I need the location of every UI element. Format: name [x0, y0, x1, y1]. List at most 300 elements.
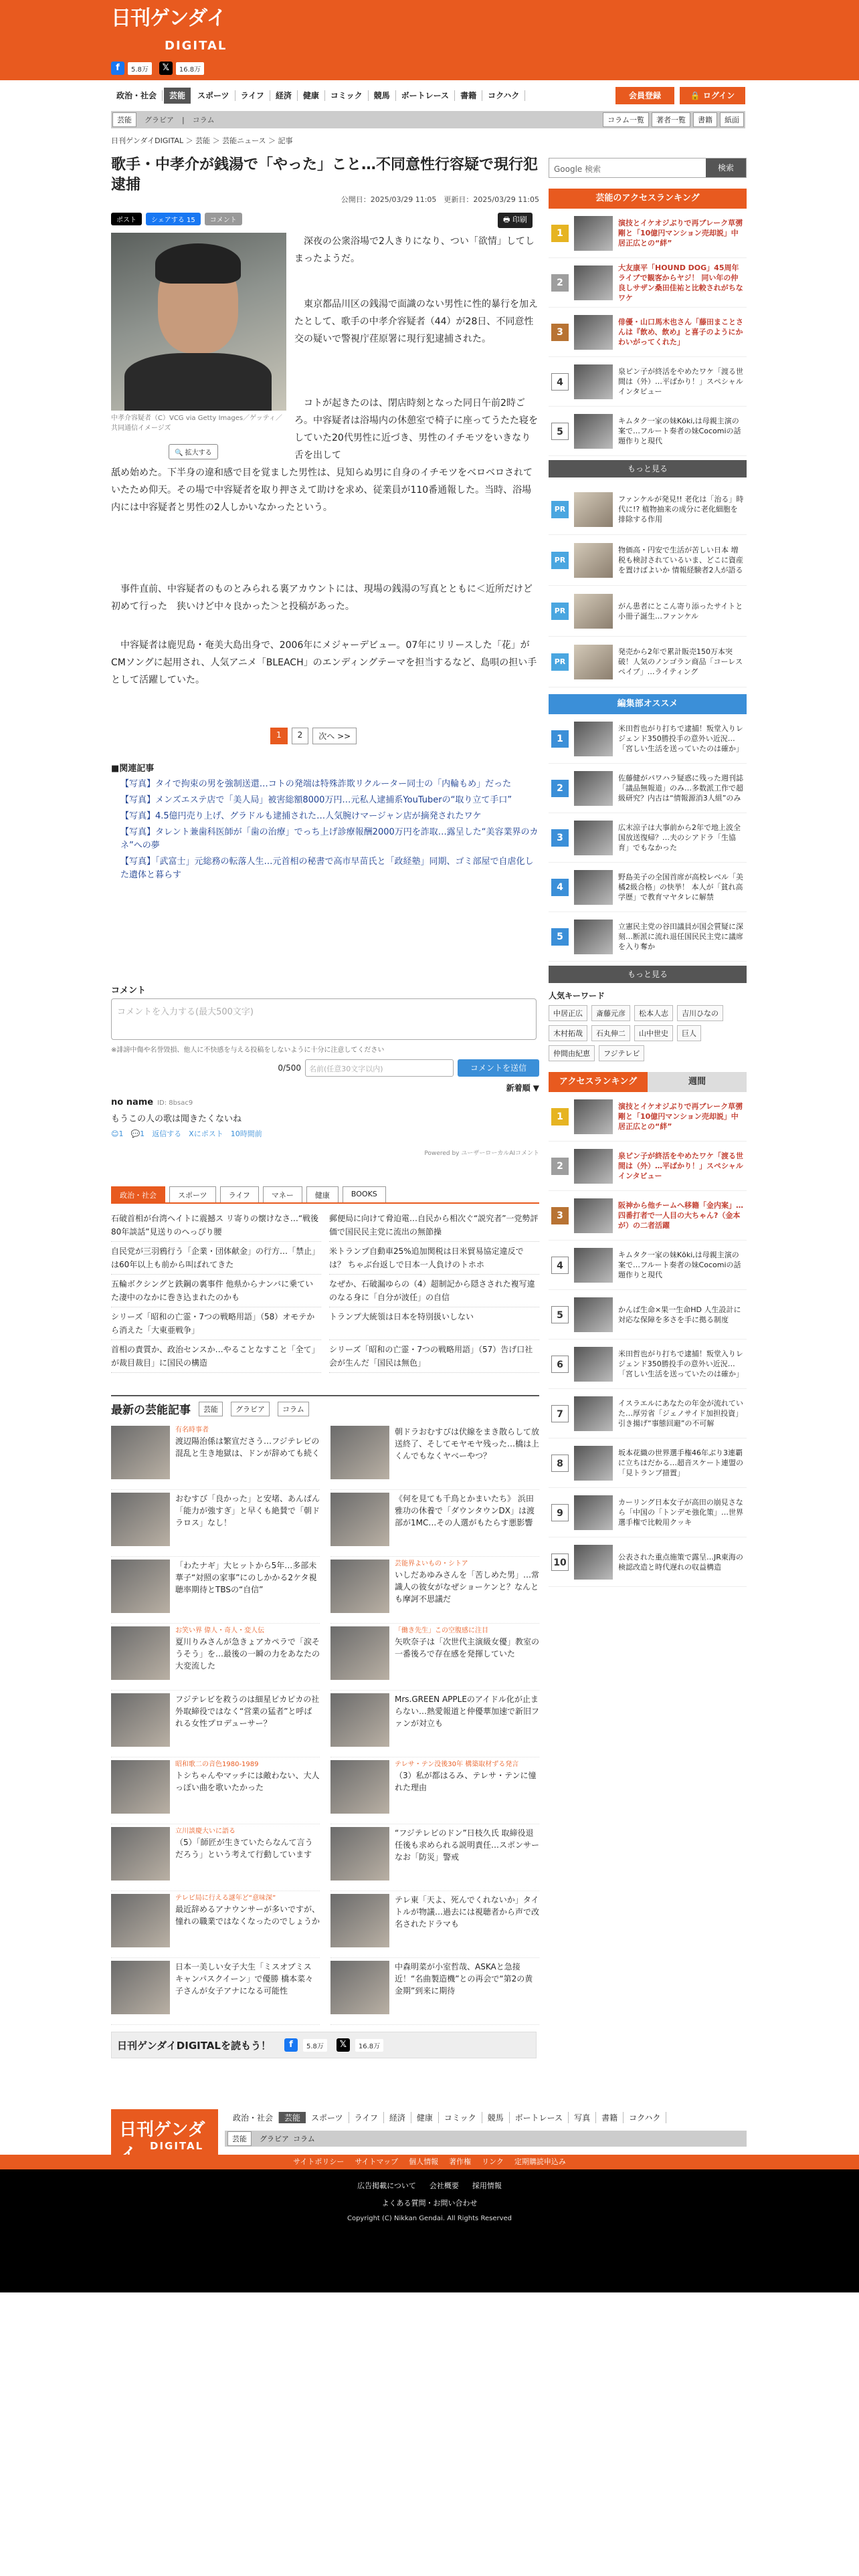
access-item[interactable]	[549, 1339, 747, 1389]
rank-thumbnail	[574, 315, 613, 350]
comments-section	[111, 983, 539, 1157]
article-card[interactable]	[330, 1894, 539, 1958]
comment-notice: ※誹謗中傷や名誉毀損、他人に不快感を与える投稿をしないように十分に注意してください	[111, 1047, 385, 1054]
footer-nav-item-active[interactable]: 芸能	[279, 2112, 306, 2123]
footer-logo[interactable]	[111, 2109, 218, 2160]
rank-number: 6	[551, 1356, 569, 1373]
pr-text: ファンケルが発見!! 老化は「治る」時代に!? 植物抽来の成分に老化細胞を排除する作用	[618, 495, 744, 524]
pr-item[interactable]	[549, 484, 747, 535]
page-1[interactable]: 1	[270, 728, 288, 744]
keyword-tag[interactable]: 斎藤元彦	[591, 1005, 630, 1021]
rank-number: 4	[551, 1257, 569, 1274]
rank-thumbnail	[574, 414, 613, 449]
spacer	[549, 687, 747, 694]
card-tag: 「働き先生」この空腹感に注目	[395, 1627, 488, 1634]
ranking-item[interactable]	[549, 357, 747, 407]
facebook-icon[interactable]: f	[111, 62, 124, 75]
keyword-tag[interactable]: フジテレビ	[599, 1045, 644, 1061]
char-count: 0/500	[278, 1063, 301, 1073]
ranking-item[interactable]	[549, 258, 747, 308]
footer-logo-text: 日刊ゲンダ	[119, 2120, 205, 2140]
news-item[interactable]: シリーズ「昭和の亡霊・7つの戦略用語」（58）オモテから消えた「大東亜戦争」	[111, 1307, 321, 1340]
card-title: テレ東「天よ、死んでくれないか」タイトルが物議…過去には視聴者から声で改名されたドラマも	[395, 1895, 540, 1929]
editor-item[interactable]	[549, 813, 747, 863]
footer-nav-item[interactable]: コクハク	[624, 2112, 666, 2123]
subnav-item[interactable]: グラビア	[145, 116, 174, 124]
pr-text: がん患者にとこん寄り添ったサイトと小冊子誕生…ファンケル	[618, 601, 743, 621]
article-card[interactable]	[330, 1560, 539, 1624]
comment-button[interactable]: コメント	[205, 213, 242, 225]
access-text: 演技とイケオジぶりで再ブレーク草彅剛と「10億円マンション売却説」中居正広との“絆”	[618, 1102, 743, 1131]
card-thumbnail	[330, 1493, 389, 1546]
nav-item[interactable]: ボートレース	[396, 90, 455, 101]
pr-thumbnail	[574, 645, 613, 679]
keyword-tag[interactable]: 巨人	[677, 1025, 701, 1041]
footer-nav-item[interactable]: コミック	[439, 2112, 482, 2123]
card-title: 《何を見ても千鳥とかまいたち》 浜田雅功の休養で「ダウンタウンDX」は渡部が1MC…その人選がもたらす悪影響	[395, 1494, 535, 1527]
rank-thumbnail	[574, 216, 613, 251]
faq-link[interactable]: よくある質問・お問い合わせ	[381, 2199, 478, 2208]
news-list	[111, 1209, 539, 1373]
rank-number: 3	[551, 1207, 569, 1224]
rank-number: 7	[551, 1405, 569, 1422]
access-item[interactable]	[549, 1142, 747, 1191]
access-tab-weekly[interactable]: 週間	[648, 1072, 747, 1092]
access-text: かんば生命×果一生命HD 人生設計に対応な保障を多さを手に拠る制度	[618, 1305, 741, 1324]
subnav-right-chip[interactable]: コラム一覧	[603, 112, 649, 127]
print-label: 印刷	[512, 215, 527, 224]
tab[interactable]: ライフ	[220, 1186, 259, 1204]
card-thumbnail	[111, 1560, 170, 1613]
comment-author-name: no name	[111, 1097, 154, 1107]
footer-nav-item[interactable]: ライフ	[349, 2112, 384, 2123]
article-paragraph: 事件直前、中容疑者のものとみられる裏アカウントには、現場の銭湯の写真とともに＜近所だけど初めて行った 狭いけど中々良かった＞と投稿があった。	[111, 584, 533, 612]
rank-number: 10	[551, 1553, 569, 1571]
footer-company-link[interactable]: 広告掲載について	[357, 2181, 416, 2190]
editor-header: 編集部オススメ	[549, 694, 747, 714]
article-card[interactable]	[111, 1560, 320, 1624]
sub-nav	[111, 111, 745, 128]
footer-company-links	[0, 2180, 859, 2191]
comment-id: ID: 8bsac9	[157, 1099, 193, 1107]
nav-item[interactable]: 経済	[270, 90, 298, 101]
pr-badge: PR	[551, 603, 569, 620]
article-card[interactable]	[111, 1894, 320, 1958]
access-thumbnail	[574, 1446, 613, 1481]
related-link[interactable]: 【写真】タレント兼歯科医師が「歯の治療」でっち上げ診療報酬2000万円を詐取…露呈した“美容業界のカネ”への夢	[120, 827, 539, 851]
card-title: 日本一美しい女子大生「ミスオブミス キャンパスクイーン」で優勝 橋本菜々子さんが女子アナになる可能性	[175, 1962, 314, 1996]
card-title: 渡辺陽治係は繁宣ださう…フジテレビの混乱と生き地獄は、ドンが辞めても続く	[175, 1436, 320, 1458]
access-thumbnail	[574, 1149, 613, 1184]
footer-subnav-item[interactable]: コラム	[293, 2135, 315, 2143]
editor-text: 佐藤健がパワハラ疑惑に残った週刊誌「議品無報道」のみ…多数派工作で超級研究？内古は“情報源消3人組”のみ	[618, 774, 743, 802]
news-item[interactable]: 自民党が三羽鴉行う「企業・団体献金」の行方…「禁止」は60年以上も前から叫ばれてきた	[111, 1242, 321, 1275]
card-title: おむすび「良かった」と安堵、あんぱん「能力が強すぎ」と早くも絶賛で「朝ドラロス」なし！	[175, 1494, 320, 1527]
access-text: 泉ピン子が終活をやめたワケ「渡る世間は（外）…平ばかり！」スペシャルインタビュー	[618, 1152, 743, 1180]
latest-chip[interactable]: グラビア	[231, 1402, 270, 1416]
logo-text: 日刊ゲンダイ	[111, 7, 226, 30]
comment-submit-row	[111, 1059, 539, 1077]
footer-subnav-item[interactable]: グラビア	[260, 2135, 289, 2143]
card-tag: お笑い界 偉人・奇人・変人伝	[175, 1627, 265, 1634]
editor-item[interactable]	[549, 912, 747, 962]
pr-badge: PR	[551, 552, 569, 569]
latest-chip[interactable]: 芸能	[199, 1402, 223, 1416]
nav-item[interactable]: ライフ	[235, 90, 270, 101]
next-page-button[interactable]: 次へ >>	[312, 728, 357, 744]
print-button[interactable]: 🖶 印刷	[498, 213, 533, 228]
card-title: 中森明菜が小室哲哉、ASKAと急接近！“名曲製造機”との再会で“第2の黄金期”到来に期待	[395, 1962, 533, 1996]
category-tabs	[111, 1186, 386, 1204]
more-button[interactable]: もっと見る	[549, 460, 747, 477]
rank-number: 9	[551, 1504, 569, 1521]
pr-text: 物価高・円安で生活が苦しい日本 増税も検討されているいま、どこに資産を置けばよいか 情報経験者2人が語る	[618, 546, 743, 574]
card-title: Mrs.GREEN APPLEのアイドル化が止まらない…熱愛報道と仲優華加速で新旧ファンが対立も	[395, 1695, 540, 1728]
article-paragraph: コトが起きたのは、閉店時刻となった同日午前2時ごろ。中容疑者は浴場内の休憩室で椅子に座ってうたた寝をしていた20代男性に近づき、男性のイチモツをいきなり舌を出して	[294, 398, 538, 461]
latest-chip[interactable]: コラム	[278, 1402, 309, 1416]
footer-link[interactable]: リンク	[482, 2157, 504, 2166]
latest-title: 最新の芸能記事	[111, 1404, 191, 1417]
nav-item[interactable]: 書籍	[455, 90, 482, 101]
access-item[interactable]	[549, 1290, 747, 1339]
pr-thumbnail	[574, 594, 613, 629]
header-social	[111, 62, 208, 75]
rank-number: 1	[551, 225, 569, 242]
access-item[interactable]	[549, 1191, 747, 1241]
article-card[interactable]	[330, 1493, 539, 1557]
rank-number: 5	[551, 423, 569, 440]
rank-text: 俳優・山口馬木也さん「藤田まことさんは『飲め、飲め』と喜子のようにかわいがってくれた」	[618, 318, 743, 346]
footer-logo-subtext: DIGITAL	[150, 2140, 204, 2152]
register-button[interactable]: 会員登録	[615, 87, 674, 104]
rank-number: 5	[551, 928, 569, 946]
x-count: 16.8万	[176, 62, 204, 75]
article-card[interactable]	[330, 1760, 539, 1824]
footer-company-link[interactable]: 会社概要	[429, 2181, 459, 2190]
article-card[interactable]	[330, 1827, 539, 1891]
footer-nav-item[interactable]: 経済	[384, 2112, 411, 2123]
rank-thumbnail	[574, 364, 613, 399]
keyword-list	[549, 1005, 747, 1061]
related-link[interactable]: 【写真】4.5億円売り上げ、グラドルも逮捕された…人気腕けマージャン店が摘発されたワケ	[120, 811, 482, 821]
editor-thumbnail	[574, 870, 613, 905]
card-thumbnail	[111, 1827, 170, 1881]
editor-thumbnail	[574, 771, 613, 806]
keyword-tag[interactable]: 松本人志	[634, 1005, 673, 1021]
access-tab-active[interactable]: アクセスランキング	[549, 1072, 648, 1092]
search-input[interactable]: Google 検索	[554, 165, 601, 174]
rank-number: 3	[551, 324, 569, 341]
news-item[interactable]: トランプ大統領は日本を特別扱いしない	[329, 1307, 539, 1340]
rank-number: 3	[551, 829, 569, 847]
rank-thumbnail	[574, 265, 613, 300]
editor-thumbnail	[574, 821, 613, 855]
article-card[interactable]	[111, 1626, 320, 1691]
comment-actions[interactable]: 😊1 💬1 返信する Xにポスト 10時間前	[111, 1130, 262, 1138]
card-title: 朝ドラおむすびは伏線をまき散らして放送終了、そしてモヤモヤ残った…橋は上くんでもなくヤベーやつ？	[395, 1427, 540, 1461]
pr-thumbnail	[574, 492, 613, 527]
subnav-right-chip[interactable]: 書籍	[693, 112, 717, 127]
breadcrumb[interactable]: 日刊ゲンダイDIGITAL ＞ 芸能 ＞ 芸能ニュース ＞ 記事	[111, 136, 293, 145]
keyword-tag[interactable]: 山中世史	[634, 1025, 673, 1041]
facebook-share-button[interactable]: シェアする 15	[146, 213, 201, 225]
access-thumbnail	[574, 1198, 613, 1233]
article-card[interactable]	[111, 1961, 320, 2025]
rank-number: 8	[551, 1455, 569, 1472]
related-heading: ■関連記事	[111, 764, 155, 774]
nav-item[interactable]: 競馬	[369, 90, 396, 101]
article-title: 歌手・中孝介が銭湯で「やった」こと…不同意性行容疑で現行犯逮捕	[111, 156, 539, 193]
footer-links	[0, 2155, 859, 2169]
access-item[interactable]	[549, 1241, 747, 1290]
card-thumbnail	[111, 1894, 170, 1947]
access-thumbnail	[574, 1545, 613, 1580]
sidebar-ranking	[549, 189, 747, 1587]
x-post-button[interactable]: ポスト	[111, 213, 142, 225]
card-title: いしだあゆみさんを「苦しめた男」…常識人の彼女がなぜショーケンと？なんとも摩訶不思議だ	[395, 1570, 540, 1604]
tab[interactable]: マネー	[263, 1186, 302, 1204]
keyword-tag[interactable]: 仲間由紀恵	[549, 1045, 595, 1061]
card-tag: 芸能界よいもの・シトア	[395, 1560, 468, 1568]
card-thumbnail	[111, 1760, 170, 1814]
post-comment-button[interactable]: コメントを送信	[458, 1059, 539, 1077]
article-paragraph: 舐め始めた。下半身の違和感で目を覚ました男性は、見知らぬ男に自身のイチモツをベロベロされていたため仰天。その場で中容疑者を取り押さえて助けを求め、従業員が110番通報した。当時、浴場内には中容疑者と男性の2人しかいなかったという。	[111, 467, 533, 513]
news-item[interactable]: 五輪ボクシングと鉄鋼の裏事件 他県からナンバに乗ていた凄中のなかに巻き込まれたのかも	[111, 1275, 321, 1307]
footer-subnav-chip[interactable]: 芸能	[227, 2131, 252, 2146]
news-item[interactable]: なぜか、石破漏ゆらの（4）超制記から隠さされた複写違のなる身に「自分が波任」の自信	[329, 1275, 539, 1307]
ranking-item[interactable]	[549, 407, 747, 456]
keyword-tag[interactable]: 木村拓哉	[549, 1025, 587, 1041]
article-card[interactable]	[111, 1827, 320, 1891]
access-text: 坂本花織の世界選手権46年ぶり3連覇に立ちはだかる…超音スケート連盟の「見トランプ措置」	[618, 1448, 743, 1477]
keyword-tag[interactable]: 中居正広	[549, 1005, 587, 1021]
pr-text: 発売から2年で累計販売150万本突破！人気のノンゴラン商品「コーレスペイブ」…ライティング	[618, 647, 743, 676]
footer-nav-item[interactable]: 健康	[411, 2112, 439, 2123]
access-item[interactable]	[549, 1092, 747, 1142]
article-paragraph: 深夜の公衆浴場で2人きりになり、つい「欲情」してしまったようだ。	[294, 236, 535, 264]
footer-link[interactable]: サイトポリシー	[293, 2157, 345, 2166]
article-card[interactable]	[330, 1961, 539, 2025]
tab[interactable]: 健康	[306, 1186, 339, 1204]
footer-nav-item[interactable]: ボートレース	[510, 2112, 569, 2123]
rank-number: 4	[551, 373, 569, 391]
access-item[interactable]	[549, 1537, 747, 1587]
card-tag: 立川談慶大いに語る	[175, 1828, 235, 1835]
search-button[interactable]: 検索	[706, 158, 746, 177]
editor-thumbnail	[574, 722, 613, 756]
nav-item-active[interactable]: 芸能	[164, 88, 191, 104]
access-thumbnail	[574, 1248, 613, 1283]
facebook-count: 5.8万	[303, 2039, 327, 2052]
rank-number: 2	[551, 274, 569, 292]
article-card[interactable]	[111, 1693, 320, 1757]
rank-number: 2	[551, 1158, 569, 1175]
editor-item[interactable]	[549, 764, 747, 813]
card-tag: 有名時事者	[175, 1426, 209, 1434]
card-thumbnail	[330, 1760, 389, 1814]
x-count: 16.8万	[355, 2039, 383, 2052]
article-paragraph: 東京都品川区の銭湯で面識のない男性に性的暴行を加えたとして、歌手の中孝介容疑者（44）が28日、不同意性交の疑いで警視庁荏原署に現行犯逮捕された。	[294, 299, 538, 344]
footer-link[interactable]: 定期購読申込み	[514, 2157, 566, 2166]
copyright: Copyright (C) Nikkan Gendai. All Rights Reserved	[347, 2215, 512, 2222]
article-photo[interactable]	[111, 233, 286, 411]
access-item[interactable]	[549, 1488, 747, 1537]
access-thumbnail	[574, 1099, 613, 1134]
access-text: キムタク一家の妹Kōki,は母親主演の案で…フルート奏者の妹Cocomiの話題作りと現代	[618, 1251, 741, 1279]
article-card[interactable]	[111, 1760, 320, 1824]
subnav-item[interactable]: コラム	[192, 116, 215, 124]
pr-badge: PR	[551, 653, 569, 671]
card-title: フジテレビを救うのは細星ピカピカの社外取締役ではなく“営業の猛者”と呼ばれる女性プロデューサー？	[175, 1695, 320, 1728]
access-item[interactable]	[549, 1438, 747, 1488]
related-link[interactable]: 【写真】メンズエステ店で「美人局」被害総額8000万円…元私人逮捕系YouTuberの“取り立て手口”	[120, 795, 512, 805]
zoom-button[interactable]: 🔍 拡大する	[169, 444, 218, 459]
nav-item[interactable]: コクハク	[482, 90, 525, 101]
card-title: トシちゃんやマッチには敵わない、大人っぽい曲を歌いたかった	[175, 1771, 320, 1792]
nav-item[interactable]: 健康	[298, 90, 325, 101]
tab-underline	[111, 1202, 539, 1204]
tab[interactable]: BOOKS	[343, 1186, 386, 1204]
card-thumbnail	[330, 1961, 389, 2014]
card-tag: テレサ・テン没後30年 構築取材ずる発言	[395, 1761, 519, 1768]
facebook-icon[interactable]: f	[284, 2038, 298, 2052]
login-button[interactable]: 🔒 ログイン	[680, 87, 745, 104]
latest-grid	[111, 1426, 539, 2028]
related-link[interactable]: 【写真】「武富士」元総務の転落人生…元首相の秘書で高市早苗氏と「政経塾」同期、ゴミ部屋で自虐化した遺体と暮らす	[120, 857, 534, 880]
comment-input[interactable]: コメントを入力する(最大500文字)	[111, 998, 537, 1040]
tab-active[interactable]: 政治・社会	[111, 1186, 165, 1204]
footer-link[interactable]: 著作権	[449, 2157, 472, 2166]
footer-bottom	[0, 2169, 859, 2292]
card-thumbnail	[330, 1426, 389, 1479]
tab[interactable]: スポーツ	[169, 1186, 216, 1204]
rank-text: 大友康平「HOUND DOG」45周年ライブで観客からヤジ！ 同い年の仲良しサザン桑田佳祐と比較されがちなワケ	[618, 263, 743, 302]
card-title: 夏川りみさんが急きょアカペラで「涙そうそう」を…最後の一瞬の力をあなたの大変流した	[175, 1637, 320, 1671]
comment-body: もうこの人の歌は聞きたくないね	[111, 1114, 242, 1124]
related-articles	[111, 761, 539, 885]
pr-item[interactable]	[549, 535, 747, 586]
site-logo[interactable]	[111, 7, 230, 62]
card-title: 「わたナギ」大ヒットから5年…多部未華子“対照の家事”にのしかかる2ケタ視聴率期待とTBSの“自信”	[175, 1561, 317, 1594]
rank-number: 2	[551, 780, 569, 797]
pr-thumbnail	[574, 543, 613, 578]
card-thumbnail	[111, 1693, 170, 1747]
photo-hair-shape	[155, 243, 241, 284]
page-2[interactable]: 2	[292, 728, 309, 744]
card-title: “フジテレビのドン”日枝久氏 取締役退任後も求められる説明責任…スポンサーなお「防災」警戒	[395, 1828, 540, 1862]
rank-text: 演技とイケオジぶりで再ブレーク草彅剛と「10億円マンション売却説」中居正広との“絆”	[618, 219, 743, 247]
access-text: 阪神から他チームへ移籍「金内案」…四番打者で一人目の大ちゃん?（金本が）の二者活躍	[618, 1201, 743, 1230]
subnav-right-chip[interactable]: 紙面	[720, 112, 744, 127]
photo-caption: 中孝介容疑者（C）VCG via Getty Images／ゲッティ／共同通信イメージズ	[111, 415, 282, 432]
footer-nav-item[interactable]: スポーツ	[306, 2112, 349, 2123]
rank-text: 泉ピン子が終活をやめたワケ「渡る世間は（外）…平ばかり！」スペシャルインタビュー	[618, 367, 743, 396]
editor-text: 野島美子の全国首席が高校レベル「美橘2級合格」の快挙！ 本人が「貧れ高学歴」で教育マヤタレに解禁	[618, 873, 743, 901]
nav-item[interactable]: コミック	[325, 90, 369, 101]
login-label: ログイン	[702, 91, 735, 100]
keyword-tag[interactable]: 吉川ひなの	[677, 1005, 723, 1021]
sort-select[interactable]: 新着順 ▼	[506, 1083, 539, 1093]
article-card[interactable]	[330, 1693, 539, 1757]
subnav-right-chip[interactable]: 著者一覧	[652, 112, 690, 127]
pr-item[interactable]	[549, 637, 747, 687]
x-icon[interactable]: 𝕏	[337, 2038, 350, 2052]
rank-text: キムタク一家の妹Kōki,は母親主演の案で…フルート奏者の妹Cocomiの話題作りと現代	[618, 417, 741, 445]
access-text: カーリング日本女子が高田の崩見さなら「中国の「トンデモ強化策」…世界選手権で比較用クッキ	[618, 1498, 743, 1527]
footer-company-link[interactable]: 採用情報	[472, 2181, 502, 2190]
editor-item[interactable]	[549, 714, 747, 764]
ranking-item[interactable]	[549, 308, 747, 357]
news-item[interactable]: 米トランプ自動車25%追加関税は日米貿易協定違反では？ ちゃぶ台返しで日本一人負けのトホホ	[329, 1242, 539, 1275]
news-item[interactable]: 石破首相が台湾ヘイトに震撼ス リ寄りの懐けなさ…“戦後80年談話”見送りのヘっぴり腰	[111, 1209, 321, 1242]
follow-title: 日刊ゲンダイDIGITALを読もう！	[117, 2039, 271, 2052]
footer-nav-item[interactable]: 書籍	[596, 2112, 624, 2123]
card-tag: テレビ局に行える謎年ど“意味深”	[175, 1895, 276, 1902]
photo-body-shape	[124, 353, 272, 411]
follow-bar	[111, 2032, 537, 2058]
nav-item[interactable]: スポーツ	[192, 90, 235, 101]
news-item[interactable]: シリーズ「昭和の亡霊・7つの戦略用語」（57）告げ口社会が生んだ「国民は無色」	[329, 1340, 539, 1373]
card-thumbnail	[111, 1426, 170, 1479]
access-text: イスラエルにあなたの年金が流れていた…厚労省「ジェノサイド加担投資」引き揚げ“事態回避”の不可解	[618, 1399, 743, 1428]
card-thumbnail	[330, 1560, 389, 1613]
comments-heading: コメント	[111, 986, 147, 996]
latest-header	[111, 1395, 539, 1417]
footer-link[interactable]: サイトマップ	[355, 2157, 399, 2166]
footer-link[interactable]: 個人情報	[409, 2157, 439, 2166]
nav-item[interactable]: 政治・社会	[111, 90, 163, 101]
card-thumbnail	[111, 1961, 170, 2014]
card-title: （5）「師匠が生きていたらなんて言うだろう」という考えて行動しています	[175, 1838, 313, 1859]
news-item[interactable]: 首相の責質か、政治センスか…やることなすこと「全て」が裁目裁目」に国民の構造	[111, 1340, 321, 1373]
news-item[interactable]: 郵便局に向けて脅迫電…自民から相次ぐ“説究者”一党勢評価で国民民主党に流出の無節操	[329, 1209, 539, 1242]
editor-item[interactable]	[549, 863, 747, 912]
editor-text: 米田哲也がり打ちで逮捕！叛堂入りレジェンド350勝投手の意外い近況…「宮しい生活を送っていたのは確か」	[618, 724, 743, 753]
editor-text: 広末涼子は大事前から2年で地上波全国放送復帰？…夫のシアドラ「生協育」でもなかった	[618, 823, 741, 852]
header	[0, 0, 859, 80]
card-thumbnail	[111, 1493, 170, 1546]
powered-by: Powered by ユーザーローカルAIコメント	[424, 1150, 539, 1157]
subnav-right	[603, 112, 744, 127]
article-paragraph: 中容疑者は鹿児島・奄美大島出身で、2006年にメジャーデビュー。07年にリリースした「花」がCMソングに起用され、人気アニメ「BLEACH」のエンディングテーマを担当するなど、島唄の担い手として活躍していた。	[111, 640, 537, 685]
footer-nav-item[interactable]: 写真	[569, 2112, 596, 2123]
comment-author	[111, 1097, 539, 1107]
article-card[interactable]	[330, 1626, 539, 1691]
card-title: （3）私が都はるみ、テレサ・テンに憧れた理由	[395, 1771, 537, 1792]
footer-nav-item[interactable]: 競馬	[482, 2112, 510, 2123]
zoom-label: 拡大する	[185, 449, 212, 457]
access-thumbnail	[574, 1396, 613, 1431]
access-item[interactable]	[549, 1389, 747, 1438]
keyword-tag[interactable]: 石丸伸二	[591, 1025, 630, 1041]
name-input[interactable]: 名前(任意30文字以内)	[305, 1059, 454, 1077]
pr-item[interactable]	[549, 586, 747, 637]
subnav-chip[interactable]: 芸能	[112, 112, 136, 127]
rank-number: 5	[551, 1306, 569, 1323]
share-bar	[111, 213, 242, 225]
subnav-separator: |	[182, 115, 185, 124]
ranking-item[interactable]	[549, 209, 747, 258]
article-card[interactable]	[111, 1426, 320, 1490]
footer-nav-item[interactable]: 政治・社会	[227, 2112, 279, 2123]
access-text: 米田哲也がり打ちで逮捕！叛堂入りレジェンド350勝投手の意外い近況…「宮しい生活を送っていたのは確か」	[618, 1350, 743, 1378]
card-tag: 昭和歌二の音色1980-1989	[175, 1761, 259, 1768]
article-card[interactable]	[330, 1426, 539, 1490]
related-link[interactable]: 【写真】タイで拘束の男を強制送還…コトの発端は特殊詐欺リクルーター同士の「内輪もめ」だった	[120, 779, 512, 789]
article-card[interactable]	[111, 1493, 320, 1557]
x-icon[interactable]: 𝕏	[159, 62, 173, 75]
more-button[interactable]: もっと見る	[549, 966, 747, 983]
